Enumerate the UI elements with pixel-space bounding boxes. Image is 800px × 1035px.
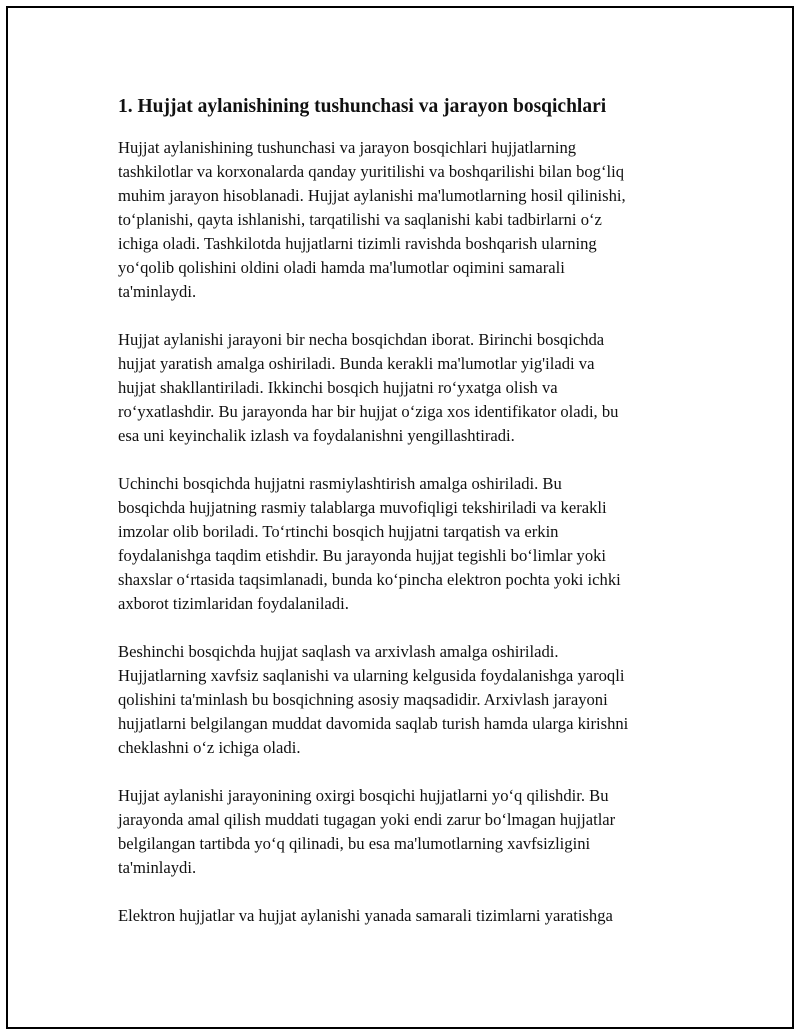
text-line: axborot tizimlaridan foydalaniladi. [118,594,349,613]
paragraph [118,136,678,304]
text-line: tashkilotlar va korxonalarda qanday yuritilishi va boshqarilishi bilan bog‘liq [118,162,625,181]
section-heading: 1. Hujjat aylanishining tushunchasi va jarayon bosqichlari [118,96,607,117]
text-line: Hujjat aylanishi jarayoni bir necha bosqichdan iborat. Birinchi bosqichda [118,330,605,349]
text-line: Elektron hujjatlar va hujjat aylanishi yanada samarali tizimlarni yaratishga [118,906,613,925]
text-line: ro‘yxatlashdir. Bu jarayonda har bir hujjat o‘ziga xos identifikator oladi, bu [118,402,619,421]
text-line: hujjat shakllantiriladi. Ikkinchi bosqich hujjatni ro‘yxatga olish va [118,378,558,397]
text-line: Uchinchi bosqichda hujjatni rasmiylashtirish amalga oshiriladi. Bu [118,474,562,493]
text-line: belgilangan tartibda yo‘q qilinadi, bu esa ma'lumotlarning xavfsizligini [118,834,591,853]
paragraph [118,328,678,448]
document-body [118,93,678,952]
text-line: muhim jarayon hisoblanadi. Hujjat aylanishi ma'lumotlarning hosil qilinishi, [118,186,626,205]
text-line: to‘planishi, qayta ishlanishi, tarqatilishi va saqlanishi kabi tadbirlarni o‘z [118,210,602,229]
paragraph [118,472,678,616]
text-line: jarayonda amal qilish muddati tugagan yoki endi zarur bo‘lmagan hujjatlar [118,810,616,829]
paragraph [118,784,678,880]
text-line: ichiga oladi. Tashkilotda hujjatlarni tizimli ravishda boshqarish ularning [118,234,597,253]
text-line: ta'minlaydi. [118,282,197,301]
text-line: cheklashni o‘z ichiga oladi. [118,738,301,757]
text-line: Hujjat aylanishi jarayonining oxirgi bosqichi hujjatlarni yo‘q qilishdir. Bu [118,786,609,805]
text-line: esa uni keyinchalik izlash va foydalanishni yengillashtiradi. [118,426,515,445]
text-line: qolishini ta'minlash bu bosqichning asosiy maqsadidir. Arxivlash jarayoni [118,690,608,709]
text-line: bosqichda hujjatning rasmiy talablarga muvofiqligi tekshiriladi va kerakli [118,498,607,517]
text-line: hujjat yaratish amalga oshiriladi. Bunda kerakli ma'lumotlar yig'iladi va [118,354,595,373]
text-line: hujjatlarni belgilangan muddat davomida saqlab turish hamda ularga kirishni [118,714,629,733]
text-line: Beshinchi bosqichda hujjat saqlash va arxivlash amalga oshiriladi. [118,642,559,661]
text-line: shaxslar o‘rtasida taqsimlanadi, bunda ko‘pincha elektron pochta yoki ichki [118,570,621,589]
text-line: foydalanishga taqdim etishdir. Bu jarayonda hujjat tegishli bo‘limlar yoki [118,546,607,565]
text-line: yo‘qolib qolishini oldini oladi hamda ma'lumotlar oqimini samarali [118,258,565,277]
paragraph [118,640,678,760]
text-line: Hujjat aylanishining tushunchasi va jarayon bosqichlari hujjatlarning [118,138,577,157]
text-line: Hujjatlarning xavfsiz saqlanishi va ularning kelgusida foydalanishga yaroqli [118,666,625,685]
text-line: imzolar olib boriladi. To‘rtinchi bosqich hujjatni tarqatish va erkin [118,522,559,541]
text-line: ta'minlaydi. [118,858,197,877]
paragraph [118,904,678,928]
